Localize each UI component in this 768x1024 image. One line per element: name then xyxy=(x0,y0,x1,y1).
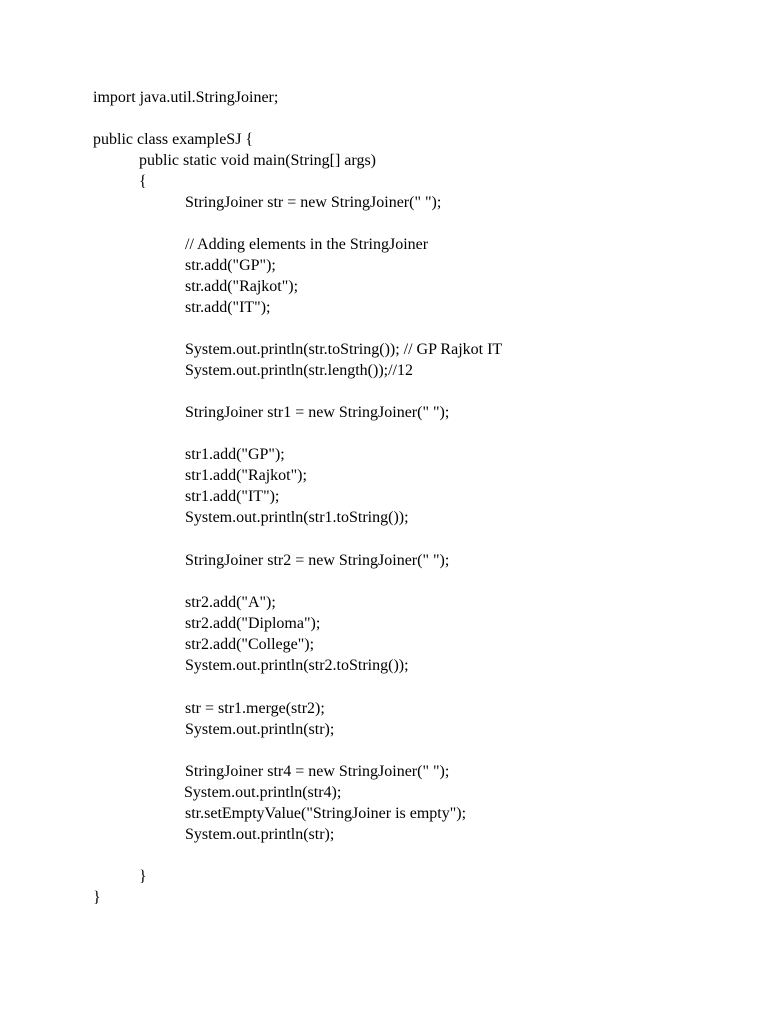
code-line: } xyxy=(93,889,101,906)
code-line: public class exampleSJ { xyxy=(93,131,254,148)
code-line: StringJoiner str4 = new StringJoiner(" "); xyxy=(185,763,450,780)
code-line: System.out.println(str4); xyxy=(184,784,342,801)
code-line: StringJoiner str1 = new StringJoiner(" "); xyxy=(185,404,450,421)
code-line: str = str1.merge(str2); xyxy=(185,700,325,717)
code-line: str.add("IT"); xyxy=(185,299,271,316)
code-line: str2.add("College"); xyxy=(185,636,315,653)
code-line: str1.add("Rajkot"); xyxy=(185,467,307,484)
code-line: str2.add("Diploma"); xyxy=(185,615,321,632)
code-line: str.setEmptyValue("StringJoiner is empty"); xyxy=(185,805,467,822)
code-line: StringJoiner str2 = new StringJoiner(" "); xyxy=(185,552,450,569)
code-line: str.add("Rajkot"); xyxy=(185,278,299,295)
code-line: str2.add("A"); xyxy=(185,594,276,611)
code-line: System.out.println(str1.toString()); xyxy=(185,509,409,526)
code-line: } xyxy=(139,868,147,885)
code-comment: // Adding elements in the StringJoiner xyxy=(185,236,429,253)
code-line: StringJoiner str = new StringJoiner(" "); xyxy=(185,194,442,211)
code-line: str1.add("IT"); xyxy=(185,488,280,505)
code-line: System.out.println(str.length());//12 xyxy=(185,362,413,379)
code-line: System.out.println(str.toString()); // GP Rajkot IT xyxy=(185,341,503,358)
code-line: System.out.println(str2.toString()); xyxy=(185,657,409,674)
code-line: { xyxy=(139,173,147,190)
code-line: public static void main(String[] args) xyxy=(139,152,376,169)
code-line: System.out.println(str); xyxy=(185,826,335,843)
code-line: import java.util.StringJoiner; xyxy=(93,89,279,106)
code-line: System.out.println(str); xyxy=(185,721,335,738)
code-line: str.add("GP"); xyxy=(185,257,276,274)
code-line: str1.add("GP"); xyxy=(185,446,285,463)
